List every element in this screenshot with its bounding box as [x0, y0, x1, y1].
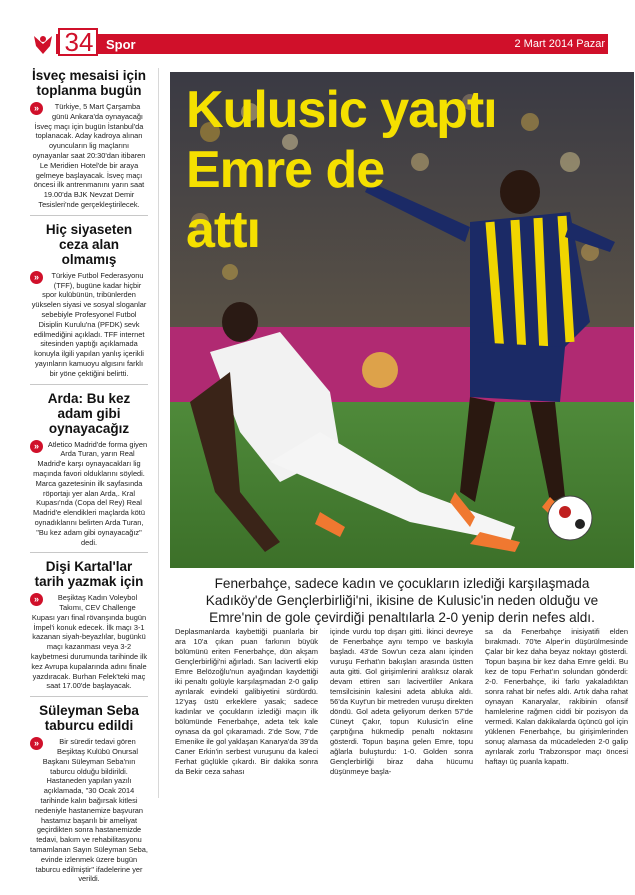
chevron-right-icon: »: [30, 102, 43, 115]
page-number: 34: [64, 27, 94, 57]
headline-line: attı: [186, 201, 260, 259]
sidebar-story: [30, 391, 148, 554]
headline-line: Kulusic yaptı: [186, 81, 497, 139]
sidebar-story-title: Arda: Bu kez adam gibi oynayacağız: [47, 390, 131, 436]
sidebar-story-body: » Beşiktaş Kadın Voleybol Takımı, CEV Challenge Kupası yarı final rövanşında bugün İmpel'i konuk edecek. İlk maçı 3-1 kazanan siyah-beyazlılar, bugünkü maçı kazanması veya 3-2 kaybetmesi durumunda tarihinde ilk kez Avrupa kupalarında adını finale yazdıracak. Burhan Felek'teki maç saat 17.00'de başlayacak.: [30, 593, 148, 691]
news-sidebar: [30, 68, 148, 895]
article-column: içinde vurdu top dışarı gitti. İkinci devreye de Fenerbahçe aynı tempo ve baskıyla başladı. 43'de Sow'un ceza alanı içinden vuruşu Ferhat'ın bakışları arasında üstten auta gitti. Gol girişimlerini aralıksız olarak devam ettiren sarı lacivertliler Ankara temsilcisinin kalesini adeta abluka aldı. 56'da Kuyt'un bir metreden vuruşu direkten döndü. Gol adeta geliyorum derken 57'de Cüneyt Çakır, topun Kulusic'in eline çarptığına hükmedip penaltı noktasını gösterdi. Topun başına gelen Emre, topu ağlarla buluşturdu: 1-0. Golden sonra Gençlerbirliği biraz daha hücumu düşünmeye başla-: [330, 627, 473, 776]
section-label: Spor: [106, 37, 136, 52]
headline-line: Emre de: [186, 141, 385, 199]
sidebar-story: [30, 222, 148, 385]
issue-date: 2 Mart 2014 Pazar: [514, 38, 605, 50]
sidebar-story-title: Dişi Kartal'lar tarih yazmak için: [34, 559, 144, 590]
newspaper-logo-icon: [30, 30, 56, 58]
chevron-right-icon: »: [30, 271, 43, 284]
sidebar-story-body: » Bir süredir tedavi gören Beşiktaş Kulübü Onursal Başkanı Süleyman Seba'nın taburcu olduğu bildirildi. Hastaneden yapılan yazılı açıklamada, "30 Ocak 2014 tarihinde kalın bağırsak kitlesi nedeniyle hastanemize başvuran hastamız başarılı bir ameliyat geçirdikten sonra hastanemizde tedavi, bakım ve rehabilitasyonu tamamlanan Sayın Süleyman Seba, evinde izlenmek üzere bugün taburcu edilmiştir" ifadelerine yer verildi.: [30, 737, 148, 884]
chevron-right-icon: »: [30, 440, 43, 453]
sidebar-story-title: İsveç mesaisi için toplanma bugün: [31, 68, 147, 98]
sidebar-story: [30, 559, 148, 697]
sidebar-story: [30, 68, 148, 216]
lead-paragraph: Fenerbahçe, sadece kadın ve çocukların izlediği karşılaşmada Kadıköy'de Gençlerbirliği'ni, ikisine de Kulusic'in neden olduğu ve Emre'nin de gole çevirdiği penaltılarla 2-0 yenip derin nefes aldı.: [205, 576, 599, 625]
sidebar-story-title: Süleyman Seba taburcu edildi: [39, 703, 139, 734]
sidebar-story-title: Hiç siyaseten ceza alan olmamış: [45, 221, 133, 267]
headline: [186, 80, 497, 260]
article-column: Deplasmanlarda kaybettiği puanlarla bir ara 10'a çıkan puan farkının büyük bölümünü eriten Fenerbahçe, dün akşam Gençlerbirliği'ni ağırladı. Sarı lacivertli ekip Emre Belözoğlu'nun ayağından kaydettiği iki penaltı golüyle karşılaşmadan 2-0 galip ayrılarak evindeki galibiyetini sürdürdü. 12'yaş üstü erkeklere yasak; sadece kadınlar ve çocukların izlediği maçın ilk bölümünde Fenerbahçe, adeta tek kale oynasa da gol çıkaramadı. 2'de Sow, 7'de Emenike ile gol yaklaşan Kanarya'da 39'da Caner Erkin'in serbest vuruşunu da kaleci Ferhat güçlükle çıkardı. Bir dakika sonra da Bekir ceza sahası: [175, 627, 318, 776]
sidebar-story: [30, 703, 148, 889]
chevron-right-icon: »: [30, 593, 43, 606]
sidebar-story-body: » Türkiye Futbol Federasyonu (TFF), bugüne kadar hiçbir spor kulübünün, tribünlerden yükselen siyasi ve sosyal sloganlar sebebiyle Profesyonel Futbol Disiplin Kurulu'na (PFDK) sevk edilmediğini açıkladı. TFF internet sitesinden yaptığı açıklamada konuyla ilgili yapılan yanlış içerikli yayınların kamuoyu algısını farklı bir yöne çektiğini belirtti.: [31, 270, 147, 378]
chevron-right-icon: »: [30, 737, 43, 750]
sidebar-story-body: » Türkiye, 5 Mart Çarşamba günü Ankara'da oynayacağı İsveç maçı için bugün İstanbul'da toplanacak. Aday kadroya alınan oyuncuların lig maçlarını oynayanlar saat 20:30'dan itibaren Le Meridien Hotel'de bir araya gelmeye başlayacak. İsveç maçı öncesi ilk antrenmanını yarın saat 19.00'da BJK Nevzat Demir Tesisleri'nde gerçekleştirilecek.: [30, 102, 148, 210]
article-column: sa da Fenerbahçe inisiyatifi elden bırakmadı. 70'te Alper'in düşürülmesinde Çalar bir kez daha beyaz noktayı gösterdi. Topun başına bir kez daha Emre geldi. Bu kez de topu Ferhat'ın solundan gönderdi: 2-0. Fenerbahçe, iki farkı yakaladıktan sonra rahat bir nefes aldı. Artık daha rahat oynayan Kanaryalar, rakibinin ofansif hamlelerine rağmen ciddi bir pozisyon da vermedi. Kalan dakikalarda üçüncü gol için yüklenen Fenerbahçe, bu girişimlerinden sonuç alamasa da mücadeleden 2-0 galip ayrılarak zorlu Trabzonspor maçı öncesi haftayı üç puanla kapattı.: [485, 627, 628, 766]
column-divider: [158, 68, 159, 798]
sidebar-story-body: » Atletico Madrid'de forma giyen Arda Turan, yarın Real Madrid'e karşı oynayacakları lig maçında favori olduklarını söyledi. Marca gazetesinin ilk sayfasında röportajı yer alan Arda,. Kral Kupası'nda (Copa del Rey) Real Madrid'e elendikleri maçlarda kötü oynadıklarını belirten Arda Turan, "Bu kez adam gibi oynayacağız" dedi.: [30, 440, 148, 548]
